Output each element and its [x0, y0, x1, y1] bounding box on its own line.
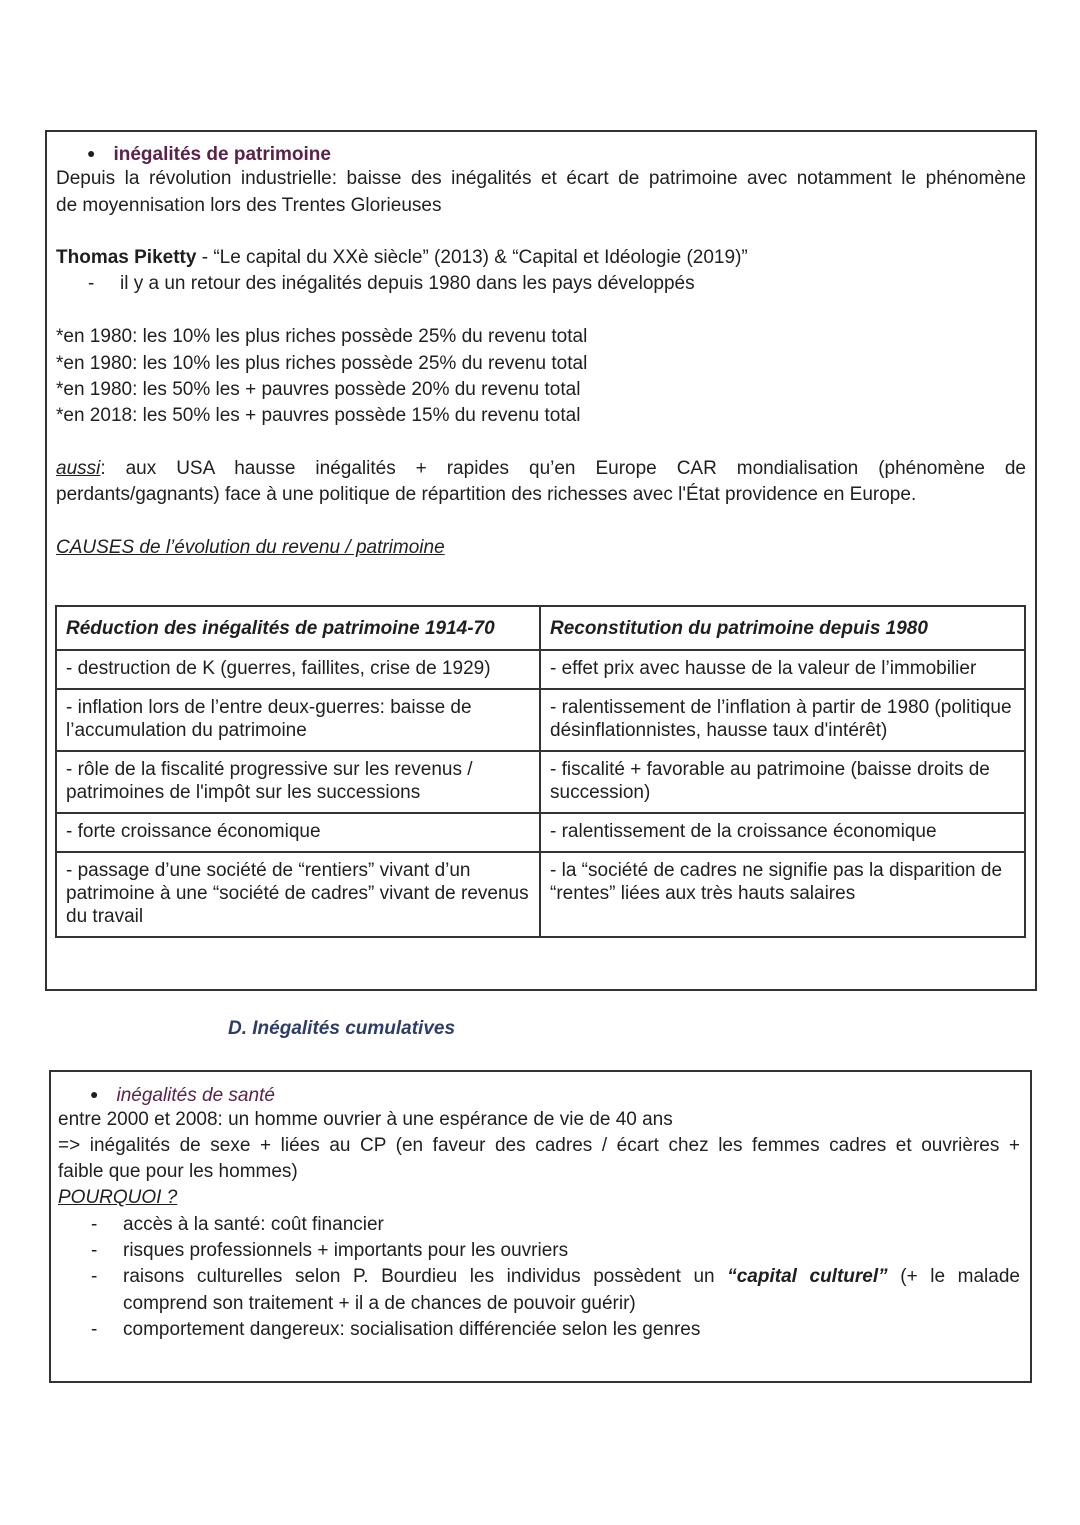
pourquoi-label: POURQUOI ?: [58, 1187, 178, 1208]
stat-line: *en 1980: les 50% les + pauvres possède 20% du revenu total: [56, 379, 581, 400]
table-header-cell: Réduction des inégalités de patrimoine 1914-70: [56, 606, 540, 650]
bullet-icon: ●: [87, 145, 96, 161]
causes-title: CAUSES de l’évolution du revenu / patrimoine: [56, 537, 445, 558]
table-cell: - forte croissance économique: [56, 813, 540, 852]
table-cell: - passage d’une société de “rentiers” vivant d’un patrimoine à une “société de cadres” vivant de revenus du travail: [56, 852, 540, 937]
piketty-point: - il y a un retour des inégalités depuis 1980 dans les pays développés: [88, 273, 695, 294]
reason-item-continuation: comprend son traitement + il a de chances de pouvoir guérir): [123, 1293, 636, 1314]
causes-table: [55, 605, 1026, 938]
stat-line: *en 2018: les 50% les + pauvres possède 15% du revenu total: [56, 405, 581, 426]
sante-line: faible que pour les hommes): [58, 1161, 298, 1182]
piketty-line: Thomas Piketty - “Le capital du XXè siècle” (2013) & “Capital et Idéologie (2019)”: [56, 247, 748, 268]
table-cell: - ralentissement de la croissance économique: [540, 813, 1025, 852]
table-cell: - rôle de la fiscalité progressive sur les revenus / patrimoines de l'impôt sur les successions: [56, 751, 540, 813]
table-cell: - fiscalité + favorable au patrimoine (baisse droits de succession): [540, 751, 1025, 813]
table-row: [56, 852, 1025, 937]
reason-item: - comportement dangereux: socialisation différenciée selon les genres: [91, 1319, 701, 1340]
table-header-row: [56, 606, 1025, 650]
bullet-icon: ●: [90, 1086, 99, 1102]
intro-text-line: Depuis la révolution industrielle: baisse des inégalités et écart de patrimoine avec notamment le phénomène: [56, 168, 1026, 189]
table-header-cell: Reconstitution du patrimoine depuis 1980: [540, 606, 1025, 650]
table-row: [56, 813, 1025, 852]
reason-item: - accès à la santé: coût financier: [91, 1214, 384, 1235]
table-cell: - inflation lors de l’entre deux-guerres: baisse de l’accumulation du patrimoine: [56, 689, 540, 751]
intro-text-line: de moyennisation lors des Trentes Glorieuses: [56, 195, 442, 216]
table-row: [56, 650, 1025, 689]
stat-line: *en 1980: les 10% les plus riches possède 25% du revenu total: [56, 326, 588, 347]
section-d-title: D. Inégalités cumulatives: [228, 1018, 456, 1039]
table-cell: - destruction de K (guerres, faillites, crise de 1929): [56, 650, 540, 689]
sante-line: => inégalités de sexe + liées au CP (en faveur des cadres / écart chez les femmes cadres et ouvrières +: [58, 1135, 1020, 1156]
heading-sante: ● inégalités de santé: [90, 1085, 275, 1106]
table-row: [56, 751, 1025, 813]
table-cell: - effet prix avec hausse de la valeur de l’immobilier: [540, 650, 1025, 689]
reason-item: - risques professionnels + importants pour les ouvriers: [91, 1240, 569, 1261]
dash-icon: -: [91, 1240, 98, 1261]
dash-icon: -: [91, 1266, 98, 1287]
aussi-line: perdants/gagnants) face à une politique de répartition des richesses avec l'État providence en Europe.: [56, 484, 917, 505]
table-cell: - la “société de cadres ne signifie pas la disparition de “rentes” liées aux très hauts salaires: [540, 852, 1025, 937]
aussi-line: aussi: aux USA hausse inégalités + rapides qu’en Europe CAR mondialisation (phénomène de: [56, 458, 1026, 479]
table-row: [56, 689, 1025, 751]
stat-line: *en 1980: les 10% les plus riches possède 25% du revenu total: [56, 353, 588, 374]
table-cell: - ralentissement de l’inflation à partir de 1980 (politique désinflationnistes, hausse taux d'intérêt): [540, 689, 1025, 751]
dash-icon: -: [91, 1319, 98, 1340]
dash-icon: -: [88, 273, 95, 294]
dash-icon: -: [91, 1214, 98, 1235]
sante-line: entre 2000 et 2008: un homme ouvrier à une espérance de vie de 40 ans: [58, 1109, 673, 1130]
heading-patrimoine: ● inégalités de patrimoine: [87, 144, 331, 165]
